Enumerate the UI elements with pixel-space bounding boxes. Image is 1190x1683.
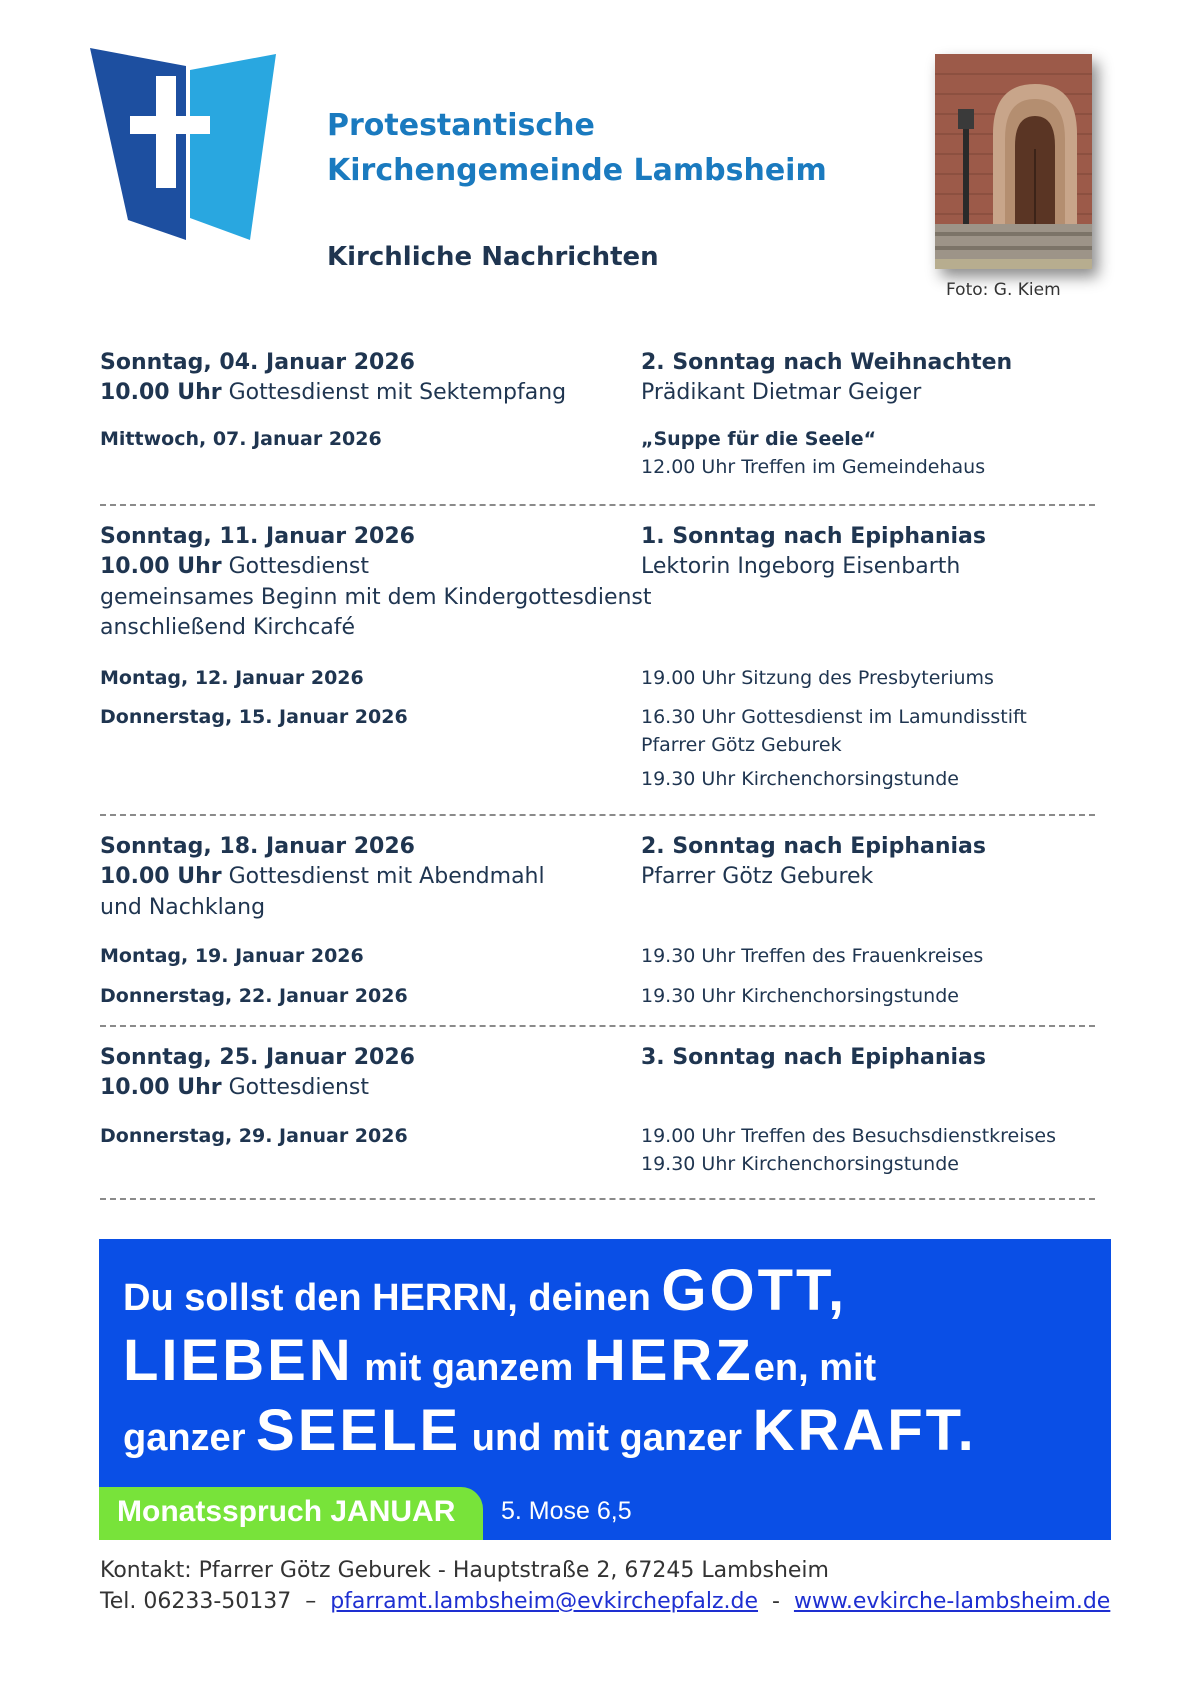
event-info: 19.00 Uhr Sitzung des Presbyteriums [641,667,994,689]
verse-line-2 [123,1327,876,1394]
event-description: Gottesdienst [221,554,370,579]
verse-emphasis: KRAFT. [752,1398,977,1463]
verse-emphasis: LIEBEN [123,1328,354,1393]
photo-credit: Foto: G. Kiem [946,280,1061,300]
verse-line-1 [123,1257,847,1324]
verse-line-3 [123,1397,977,1464]
section-divider [100,504,1095,506]
event-liturgical-title: 3. Sonntag nach Epiphanias [641,1045,986,1070]
section-divider [100,1198,1095,1200]
event-date: Sonntag, 18. Januar 2026 [100,834,415,859]
event-info: 16.30 Uhr Gottesdienst im Lamundisstift [641,706,1027,728]
section-divider [100,1025,1095,1027]
event-time: 10.00 Uhr [100,1075,222,1100]
event-date: Donnerstag, 22. Januar 2026 [100,985,408,1007]
verse-text: en, mit [753,1347,877,1389]
event-info: 19.30 Uhr Treffen des Frauenkreises [641,945,984,967]
church-logo [90,48,276,240]
event-service-line [100,864,545,889]
org-name-line2: Kirchengemeinde Lambsheim [327,153,827,188]
verse-text: mit ganzem [353,1347,584,1389]
event-time: 10.00 Uhr [100,864,222,889]
event-title: „Suppe für die Seele“ [641,428,877,450]
verse-emphasis: GOTT, [661,1258,848,1323]
event-info: 12.00 Uhr Treffen im Gemeindehaus [641,456,986,478]
event-service-line [100,380,566,405]
verse-emphasis: HERZ [583,1328,754,1393]
verse-text: Du sollst den HERRN, deinen [123,1277,662,1319]
contact-phone: Tel. 06233-50137 – [100,1589,331,1614]
website-link[interactable]: www.evkirche-lambsheim.de [793,1589,1111,1614]
event-info: 19.00 Uhr Treffen des Besuchsdienstkreises [641,1125,1057,1147]
event-time: 10.00 Uhr [100,380,222,405]
email-link[interactable]: pfarramt.lambsheim@evkirchepfalz.de [330,1589,759,1614]
event-extra: gemeinsames Beginn mit dem Kindergottesdienst [100,585,652,610]
event-info: 19.30 Uhr Kirchenchorsingstunde [641,985,959,1007]
event-liturgical-title: 2. Sonntag nach Weihnachten [641,350,1013,375]
event-person: Pfarrer Götz Geburek [641,864,874,889]
contact-separator: - [758,1589,794,1614]
event-person: Lektorin Ingeborg Eisenbarth [641,554,961,579]
event-time: 10.00 Uhr [100,554,222,579]
section-divider [100,814,1095,816]
section-title: Kirchliche Nachrichten [327,242,659,272]
event-date: Sonntag, 25. Januar 2026 [100,1045,415,1070]
monatsspruch-banner [99,1239,1111,1540]
event-date: Montag, 12. Januar 2026 [100,667,364,689]
event-info: 19.30 Uhr Kirchenchorsingstunde [641,1153,959,1175]
event-person: Prädikant Dietmar Geiger [641,380,922,405]
event-description: Gottesdienst [221,1075,370,1100]
event-date: Donnerstag, 15. Januar 2026 [100,706,408,728]
church-door-photo [935,54,1092,269]
event-extra: und Nachklang [100,895,266,920]
event-service-line [100,1075,369,1100]
event-date: Donnerstag, 29. Januar 2026 [100,1125,408,1147]
event-extra: anschließend Kirchcafé [100,615,355,640]
event-info: 19.30 Uhr Kirchenchorsingstunde [641,768,959,790]
org-name-line1: Protestantische [327,108,595,143]
monatsspruch-label-box [99,1487,483,1540]
contact-line [100,1589,1110,1614]
event-liturgical-title: 1. Sonntag nach Epiphanias [641,524,986,549]
contact-address: Kontakt: Pfarrer Götz Geburek - Hauptstraße 2, 67245 Lambsheim [100,1558,829,1583]
event-date: Sonntag, 11. Januar 2026 [100,524,415,549]
event-liturgical-title: 2. Sonntag nach Epiphanias [641,834,986,859]
verse-reference: 5. Mose 6,5 [501,1497,632,1525]
event-service-line [100,554,369,579]
verse-text: ganzer [123,1417,257,1459]
event-info: Pfarrer Götz Geburek [641,734,842,756]
event-description: Gottesdienst mit Abendmahl [221,864,545,889]
monatsspruch-label: Monatsspruch JANUAR [117,1495,456,1528]
event-date: Sonntag, 04. Januar 2026 [100,350,415,375]
event-date: Montag, 19. Januar 2026 [100,945,364,967]
event-date: Mittwoch, 07. Januar 2026 [100,428,382,450]
verse-text: und mit ganzer [461,1417,753,1459]
verse-emphasis: SEELE [256,1398,462,1463]
event-description: Gottesdienst mit Sektempfang [221,380,567,405]
